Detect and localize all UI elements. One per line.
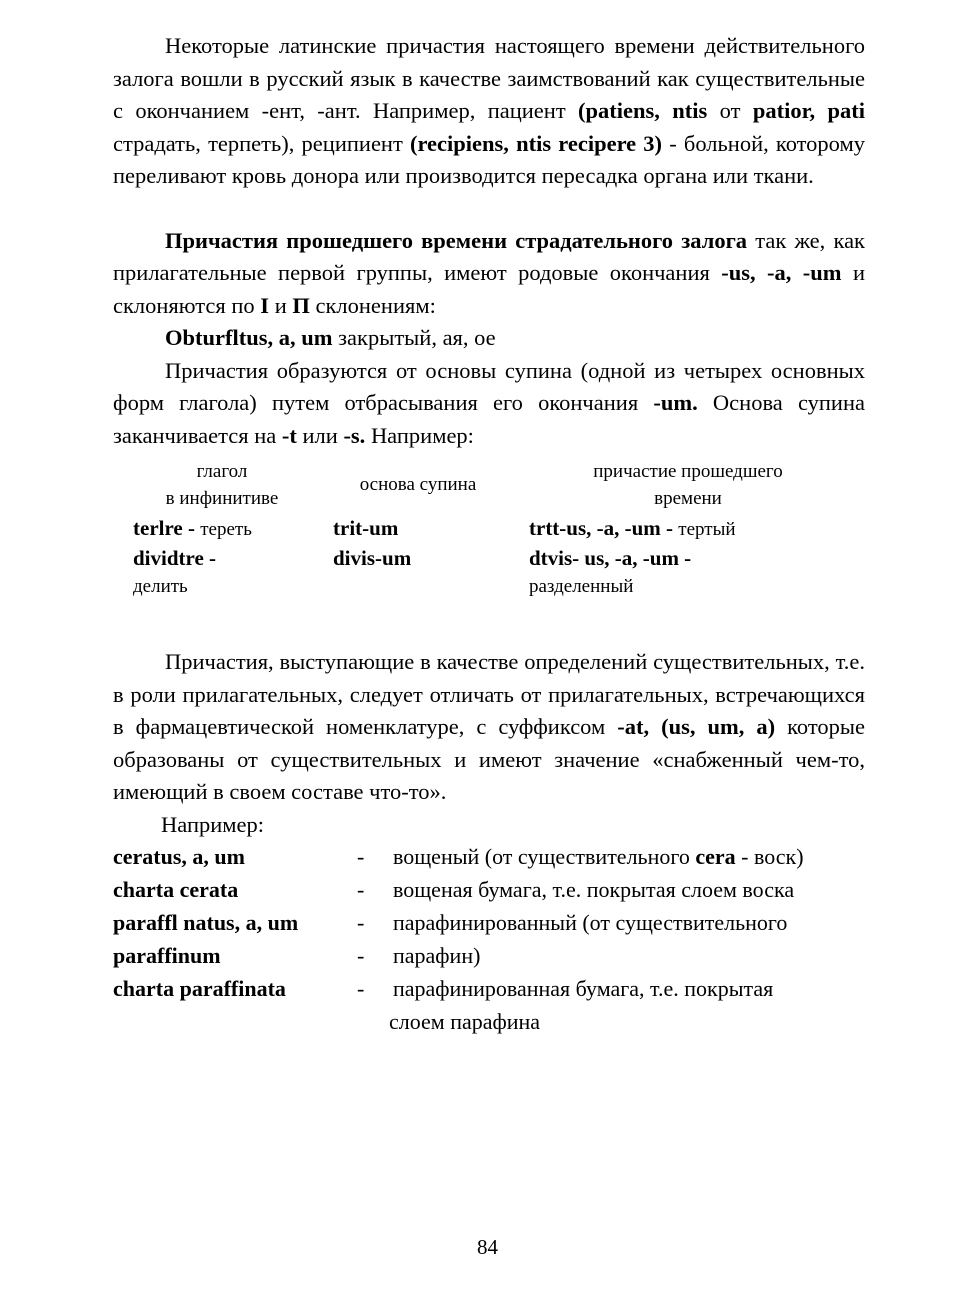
text-run: - больной, которому переливают кровь донора или производится пересадка органа или ткани. — [113, 130, 865, 188]
example-definition: парафин) — [393, 943, 481, 968]
table-cell-participle: dtvis- us, -a, -um - — [529, 546, 692, 570]
text-run: закрытый, ая, ое — [332, 325, 496, 350]
text-run: Причастия, выступающие в качестве определений существительных, т.е. в роли прилагательных, следует отличать от прилагательных, встречающихся в фармацевтической номенклатуре, с суффиксом — [113, 649, 865, 739]
table-cell-stem: trit-um — [333, 516, 399, 540]
list-item — [113, 874, 873, 907]
table-header-verb — [127, 458, 317, 512]
table-header-stem: основа супина — [359, 474, 477, 495]
text-run: страдать, терпеть), реципиент — [113, 130, 410, 156]
text-run: которые образованы от существительных и имеют значение «снабженный чем-то, имеющий в своем составе что-то». — [113, 714, 866, 804]
example-definition: вощеная бумага, т.е. покрытая слоем воска — [393, 877, 795, 902]
list-item — [113, 907, 873, 940]
example-definition-continuation: слоем парафина — [389, 1009, 541, 1034]
declension-number: I — [260, 292, 270, 318]
paragraph-example-obturatus — [113, 322, 865, 355]
paragraph-supine-formation — [113, 355, 865, 453]
examples-list — [113, 841, 865, 1037]
table-cell-verb: dividtre - — [133, 546, 217, 570]
latin-ending: -t — [281, 422, 297, 448]
example-dash: - — [357, 877, 365, 902]
page-number: 84 — [477, 1235, 498, 1259]
list-item — [113, 940, 873, 973]
text-run: Основа супина заканчивается на — [113, 390, 865, 448]
example-term: charta paraffinata — [113, 976, 286, 1001]
latin-verb: terlre - — [133, 516, 195, 540]
paragraph-gap — [113, 193, 865, 225]
latin-suffix: -at, (us, um, a) — [617, 714, 776, 739]
latin-term: Obturfltus, a, um — [165, 325, 333, 350]
latin-participle: trtt-us, -a, -um - — [529, 516, 674, 540]
verb-meaning: тереть — [200, 519, 252, 540]
text-run: и склоняются по — [113, 260, 865, 318]
example-dash: - — [357, 910, 365, 935]
header-line: глагол — [196, 461, 248, 482]
list-item — [113, 841, 873, 874]
latin-ending: -um. — [653, 390, 698, 415]
table-cell-stem: divis-um — [333, 546, 412, 570]
example-term: ceratus, a, um — [113, 844, 245, 869]
text-run: Некоторые латинские причастия настоящего времени действительного залога вошли в русский язык в качестве заимствований как существительные с окончанием -ент, -ант. Например, пациент — [113, 33, 865, 123]
paragraph-for-example: Например: — [161, 811, 264, 837]
text-run: от — [707, 98, 753, 123]
example-term: paraffinum — [113, 943, 221, 968]
latin-ending: -s. — [343, 422, 366, 448]
paragraph-past-participles — [113, 225, 865, 323]
text-run: склонениям: — [309, 292, 436, 318]
latin-term: (patiens, ntis — [578, 98, 708, 123]
text-run: Причастия образуются от основы супина (одной из четырех основных форм глагола) путем отбрасывания его окончания — [113, 357, 865, 415]
list-item — [113, 973, 873, 1006]
table-header-participle — [553, 458, 823, 512]
declension-number: П — [292, 292, 310, 318]
supine-table — [113, 458, 865, 628]
text-run: Например: — [365, 422, 474, 448]
latin-ending: -us, -a, -um — [721, 260, 842, 285]
page-body — [113, 30, 865, 1037]
table-cell-participle — [529, 514, 736, 544]
paragraph-borrowed-participles — [113, 30, 865, 193]
example-term: charta cerata — [113, 877, 239, 902]
text-run: или — [296, 422, 344, 448]
example-term: paraffl natus, a, um — [113, 910, 299, 935]
header-line: причастие прошедшего — [593, 461, 783, 482]
participle-meaning: разделенный — [529, 576, 634, 597]
latin-term: patior, pati — [752, 98, 865, 123]
example-definition — [393, 841, 804, 874]
paragraph-adjective-distinction — [113, 646, 865, 809]
example-definition: парафинированный (от существительного — [393, 910, 788, 935]
paragraph-gap — [113, 628, 865, 646]
latin-term: (recipiens, ntis recipere 3) — [409, 130, 663, 156]
definition-text: - воск) — [735, 844, 804, 869]
table-cell-verb — [133, 514, 252, 544]
example-definition: парафинированная бумага, т.е. покрытая — [393, 976, 774, 1001]
example-dash: - — [357, 844, 365, 869]
definition-text: вощеный (от существительного — [393, 844, 696, 869]
header-line: в инфинитиве — [165, 488, 279, 509]
example-dash: - — [357, 943, 365, 968]
example-dash: - — [357, 976, 365, 1001]
section-heading: Причастия прошедшего времени страдательного залога — [165, 227, 748, 253]
text-run: так же, как прилагательные первой группы, имеют родовые окончания — [113, 227, 865, 285]
participle-meaning: тертый — [678, 519, 736, 540]
verb-meaning: делить — [133, 576, 188, 597]
header-line: времени — [654, 488, 722, 509]
definition-latin: cera — [695, 844, 736, 869]
text-run: и — [269, 292, 293, 318]
